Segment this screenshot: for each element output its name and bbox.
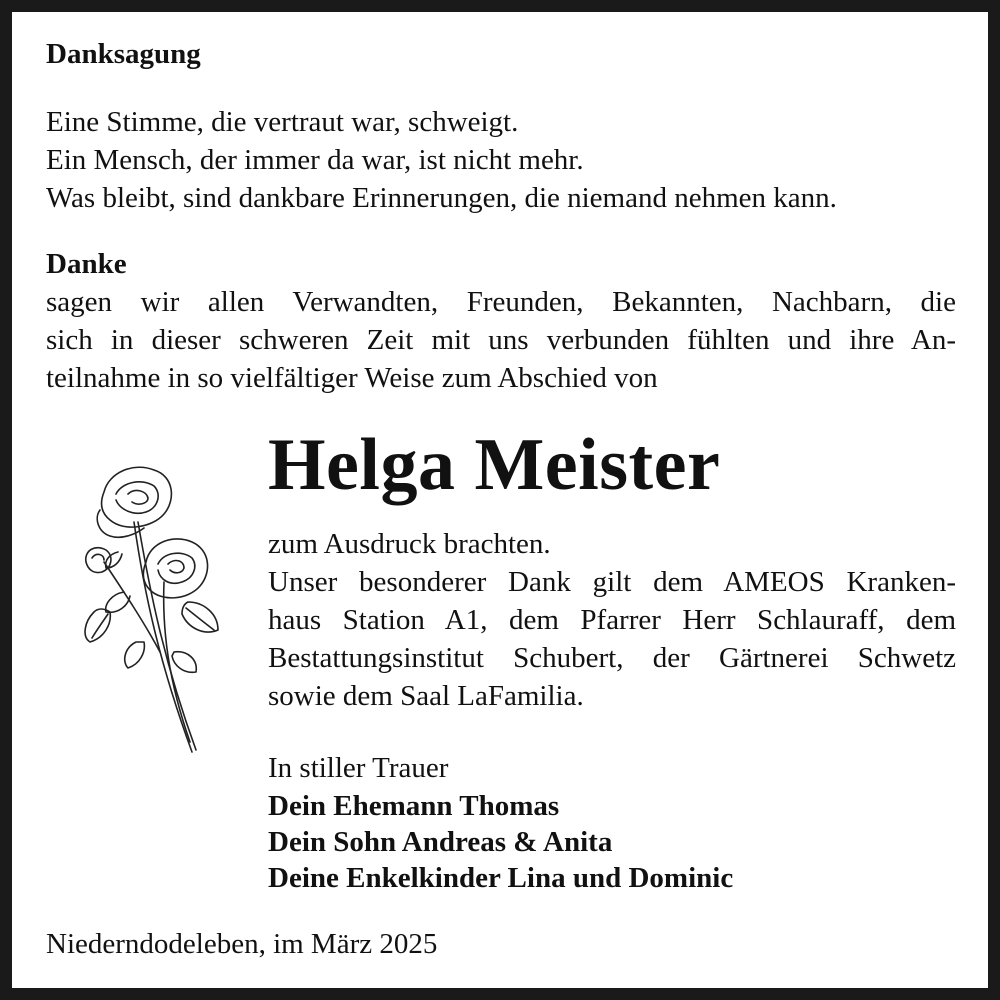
- after-name-line: haus Station A1, dem Pfarrer Herr Schlauraff, dem: [268, 604, 956, 636]
- mourner-line: Dein Sohn Andreas & Anita: [268, 826, 613, 858]
- place-date: Niederndodeleben, im März 2025: [46, 928, 438, 960]
- mourner-line: Deine Enkelkinder Lina und Dominic: [268, 862, 734, 894]
- obituary-card: [12, 12, 988, 988]
- after-name-line: Unser besonderer Dank gilt dem AMEOS Kranken-: [268, 566, 956, 598]
- poem-line: Eine Stimme, die vertraut war, schweigt.: [46, 106, 519, 138]
- after-name-line: zum Ausdruck brachten.: [268, 528, 551, 560]
- thanks-line: teilnahme in so vielfältiger Weise zum Abschied von: [46, 362, 658, 394]
- thanks-line: sagen wir allen Verwandten, Freunden, Bekannten, Nachbarn, die: [46, 286, 956, 318]
- deceased-name: Helga Meister: [268, 424, 721, 506]
- poem-line: Was bleibt, sind dankbare Erinnerungen, die niemand nehmen kann.: [46, 182, 837, 214]
- roses-icon: [64, 452, 224, 772]
- after-name-line: sowie dem Saal LaFamilia.: [268, 680, 584, 712]
- after-name-line: Bestattungsinstitut Schubert, der Gärtnerei Schwetz: [268, 642, 956, 674]
- mourning-intro: In stiller Trauer: [268, 752, 449, 784]
- poem-line: Ein Mensch, der immer da war, ist nicht mehr.: [46, 144, 584, 176]
- thanks-line: sich in dieser schweren Zeit mit uns verbunden fühlten und ihre An-: [46, 324, 956, 356]
- mourner-line: Dein Ehemann Thomas: [268, 790, 560, 822]
- thanks-heading: Danke: [46, 248, 127, 280]
- heading: Danksagung: [46, 38, 201, 70]
